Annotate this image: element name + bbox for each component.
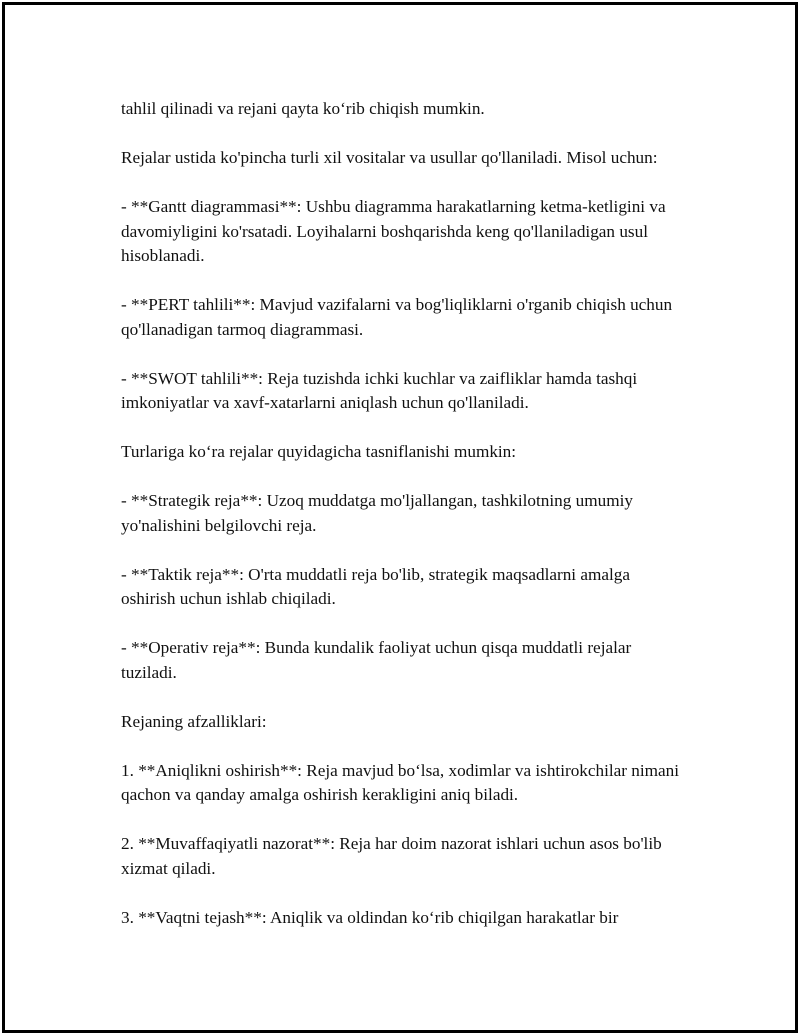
list-item-pert: - **PERT tahlili**: Mavjud vazifalarni va bog'liqliklarni o'rganib chiqish uchun qo'llanadigan tarmoq diagrammasi. [121, 295, 673, 339]
document-body [121, 97, 681, 955]
paragraph-advantages-heading: Rejaning afzalliklari: [121, 711, 267, 731]
list-item-control: 2. **Muvaffaqiyatli nazorat**: Reja har doim nazorat ishlari uchun asos bo'lib xizmat qiladi. [121, 834, 662, 878]
page-frame [2, 2, 798, 1033]
paragraph-tools-intro: Rejalar ustida ko'pincha turli xil vositalar va usullar qo'llaniladi. Misol uchun: [121, 148, 658, 167]
list-item-time-saving: 3. **Vaqtni tejash**: Aniqlik va oldindan ko‘rib chiqilgan harakatlar bir [121, 907, 619, 927]
list-item-strategic: - **Strategik reja**: Uzoq muddatga mo'ljallangan, tashkilotning umumiy yo'nalishini belgilovchi reja. [121, 491, 633, 535]
list-item-tactical: - **Taktik reja**: O'rta muddatli reja bo'lib, strategik maqsadlarni amalga oshirish uchun ishlab chiqiladi. [121, 564, 630, 608]
list-item-gantt: - **Gantt diagrammasi**: Ushbu diagramma harakatlarning ketma-ketligini va davomiyligini ko'rsatadi. Loyihalarni boshqarishda keng qo'llaniladigan usul hisoblanadi. [121, 197, 666, 265]
paragraph-types-intro: Turlariga ko‘ra rejalar quyidagicha tasniflanishi mumkin: [121, 442, 517, 461]
paragraph-continuation: tahlil qilinadi va rejani qayta ko‘rib chiqish mumkin. [121, 99, 485, 118]
list-item-clarity: 1. **Aniqlikni oshirish**: Reja mavjud bo‘lsa, xodimlar va ishtirokchilar nimani qachon va qanday amalga oshirish kerakligini aniq biladi. [121, 760, 680, 804]
list-item-swot: - **SWOT tahlili**: Reja tuzishda ichki kuchlar va zaifliklar hamda tashqi imkoniyatlar va xavf-xatarlarni aniqlash uchun qo'llaniladi. [121, 368, 638, 412]
list-item-operational: - **Operativ reja**: Bunda kundalik faoliyat uchun qisqa muddatli rejalar tuziladi. [121, 638, 632, 682]
